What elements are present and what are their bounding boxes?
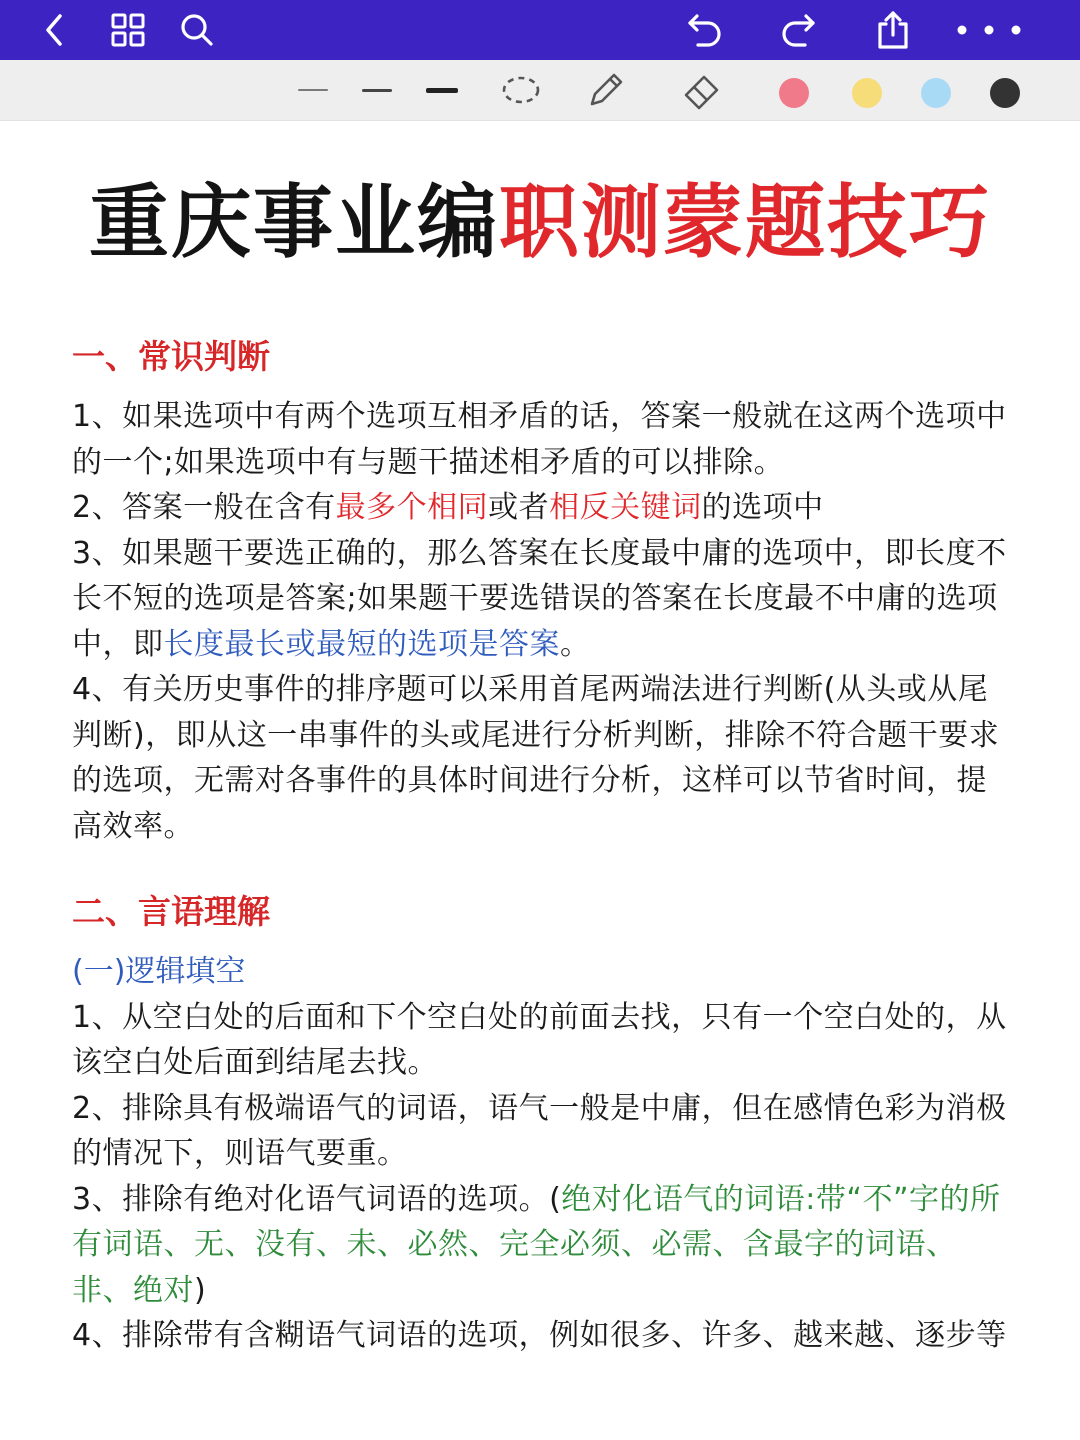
search-icon[interactable] [175,8,219,52]
redo-icon[interactable] [776,8,820,52]
back-icon[interactable] [33,8,77,52]
document-content [72,334,1012,1359]
sec1-item-1: 1、如果选项中有两个选项互相矛盾的话，答案一般就在这两个选项中的一个;如果选项中有与题干描述相矛盾的可以排除。 [72,399,1007,480]
sec2-item-1: 1、从空白处的后面和下个空白处的前面去找，只有一个空白处的，从该空白处后面到结尾去找。 [72,999,1007,1080]
yellow-color-swatch[interactable] [852,78,882,108]
undo-icon[interactable] [683,8,727,52]
sec2-item-2: 2、排除具有极端语气的词语，语气一般是中庸，但在感情色彩为消极的情况下，则语气要重。 [72,1090,1007,1171]
text-span: 。 [560,626,591,662]
text-span: 或者 [488,490,550,525]
highlight-blue: 长度最长或最短的选项是答案 [163,626,560,662]
pencil-icon[interactable] [585,70,627,110]
text-span: 2、答案一般在含有 [72,490,336,525]
medium-pen-icon[interactable] [360,70,394,110]
text-span: 的选项中 [701,490,824,525]
text-span: 3、排除有绝对化语气词语的选项。( [72,1181,562,1217]
section-heading-common-sense: 一、常识判断 [72,337,270,376]
sec1-item-2 [72,485,1012,531]
share-icon[interactable] [871,8,915,52]
highlight-green: 绝对化语气的词语:带“不”字的所有词语、无、没有、未、必然、完全必须、必需、含最字的词语、非、绝对 [72,1181,1001,1308]
top-app-bar [0,0,1080,60]
highlight-red: 最多个相同 [335,490,489,525]
light-blue-color-swatch[interactable] [921,78,951,108]
sec2-item-4: 4、排除带有含糊语气词语的选项，例如很多、许多、越来越、逐步等 [72,1318,1007,1353]
eraser-icon[interactable] [679,70,723,110]
sec1-item-4: 4、有关历史事件的排序题可以采用首尾两端法进行判断(从头或从尾判断)，即从这一串事件的头或尾进行分析判断，排除不符合题干要求的选项，无需对各事件的具体时间进行分析，这样可以节省时间，提高效率。 [72,672,1000,844]
lasso-icon[interactable] [500,70,542,110]
text-span: ) [194,1272,207,1308]
thin-pen-icon[interactable] [296,70,330,110]
more-icon[interactable] [950,8,1026,52]
sec1-item-3 [72,531,1012,668]
text-span: 3、如果题干要选正确的，那么答案在长度最中庸的选项中，即长度不长不短的选项是答案;如果题干要选错误的答案在长度最不中庸的选项中，即 [72,535,1007,662]
section-heading-verbal: 二、言语理解 [72,892,270,931]
page-title [0,178,1080,268]
grid-icon[interactable] [106,8,150,52]
thick-pen-icon[interactable] [424,70,460,110]
black-color-swatch[interactable] [990,78,1020,108]
pink-color-swatch[interactable] [779,78,809,108]
sec2-item-3 [72,1177,1012,1314]
highlight-red: 相反关键词 [549,490,702,525]
title-part-black: 重庆事业编 [89,176,499,269]
subsection-logic-fill: (一)逻辑填空 [72,954,246,989]
title-part-red: 职测蒙题技巧 [499,176,991,269]
